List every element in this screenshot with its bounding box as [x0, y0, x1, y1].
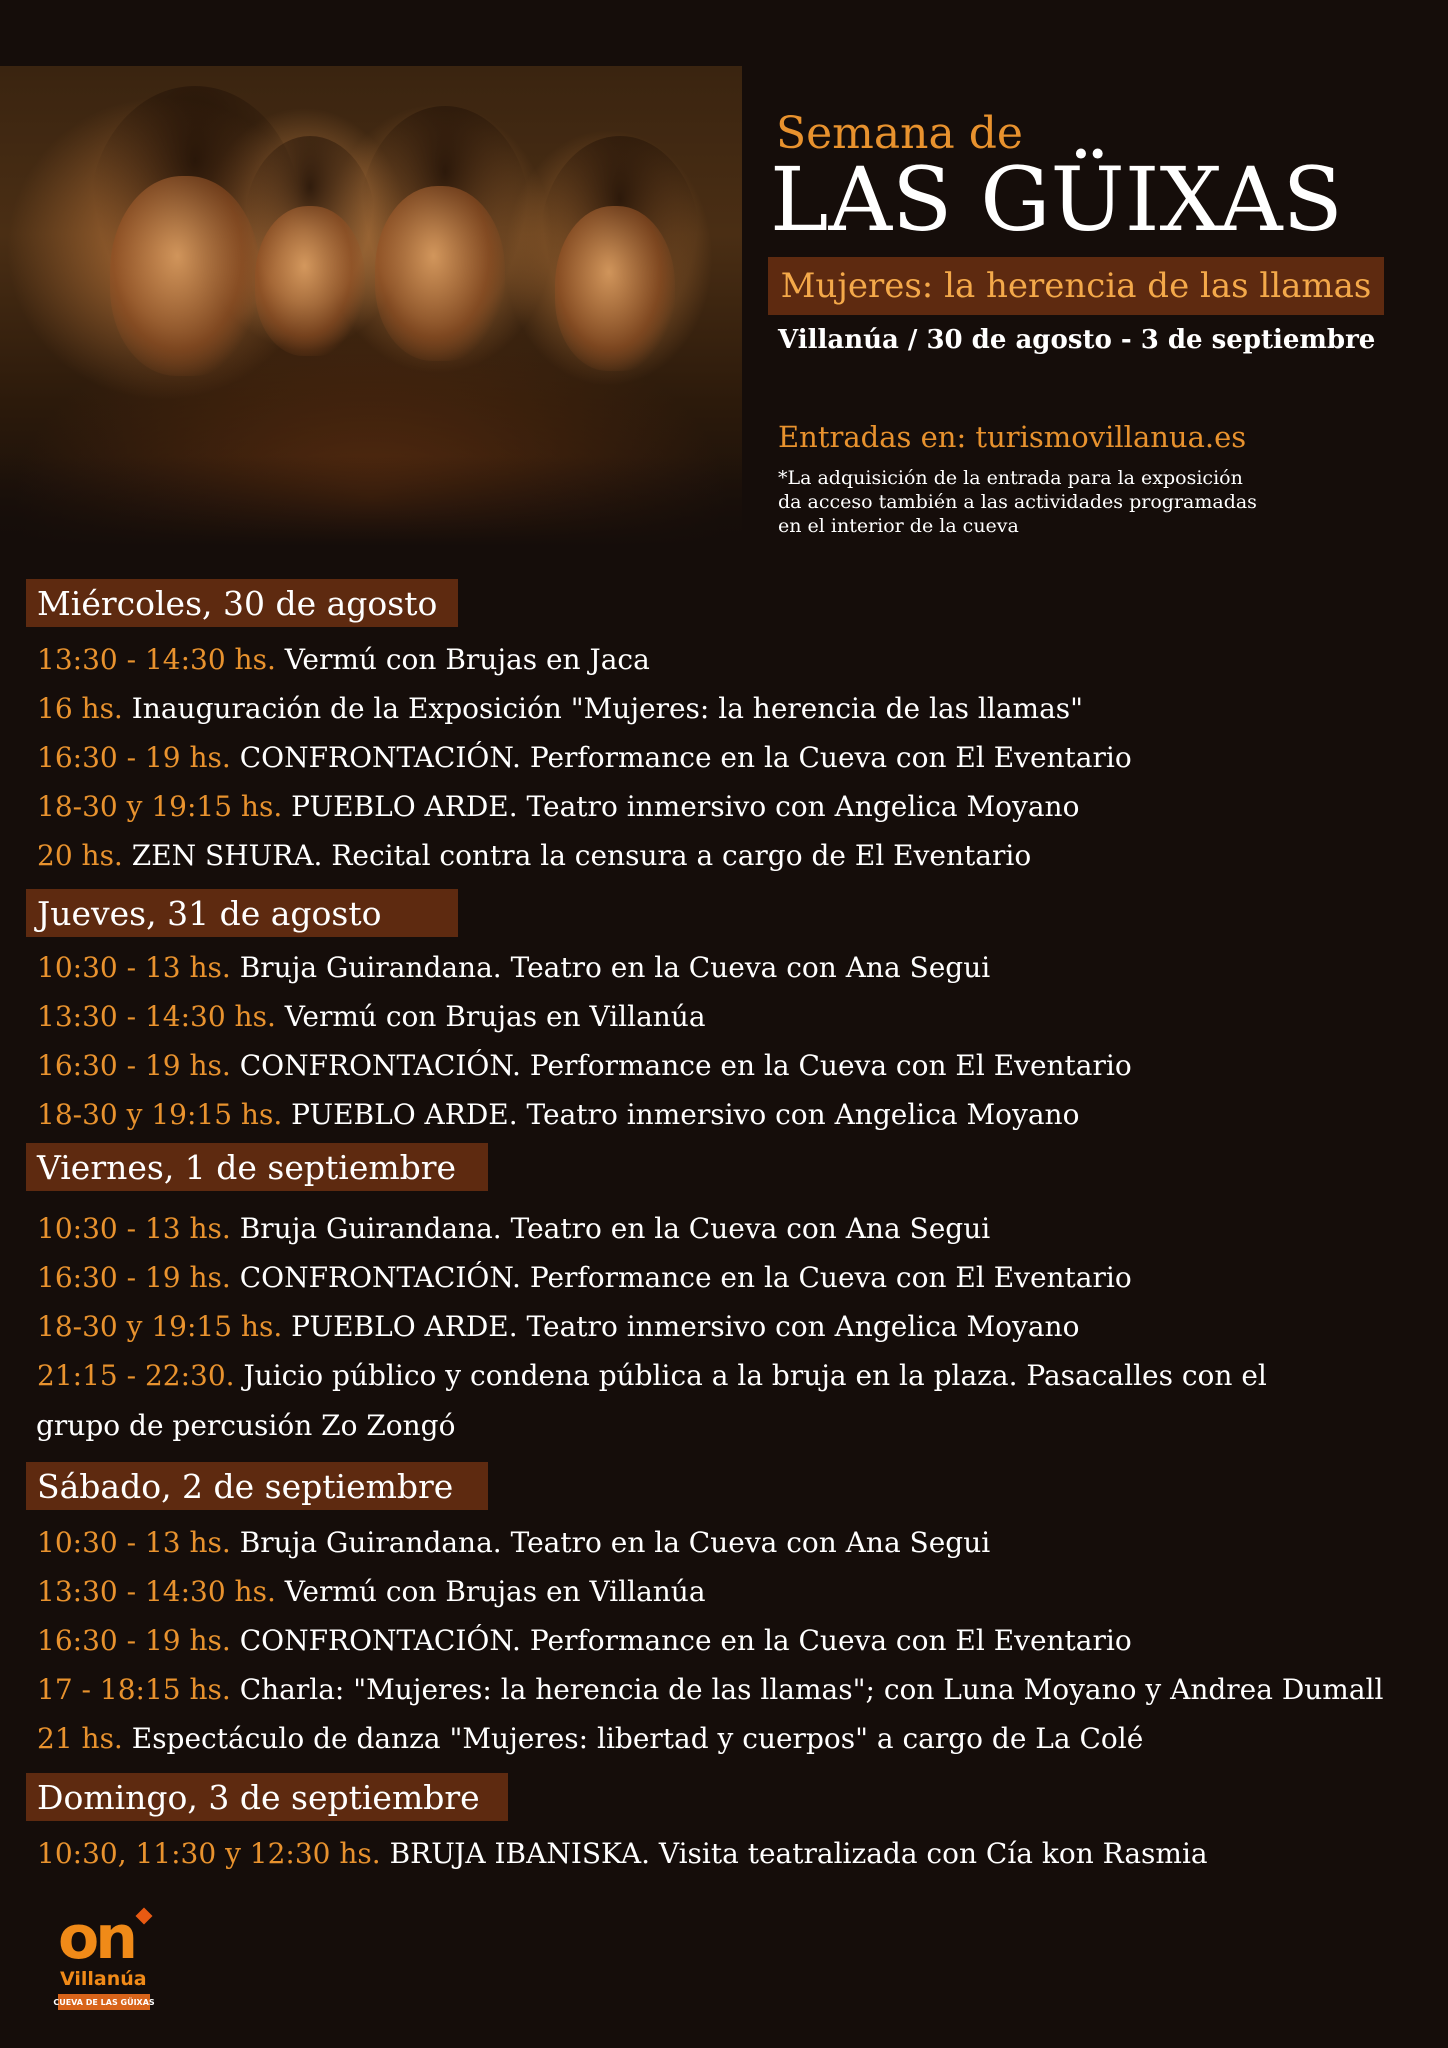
event-text: PUEBLO ARDE. Teatro inmersivo con Angelica Moyano — [291, 1098, 1080, 1131]
day-header — [26, 1462, 488, 1510]
event-item — [37, 692, 1083, 726]
event-text: PUEBLO ARDE. Teatro inmersivo con Angelica Moyano — [291, 1310, 1080, 1343]
flame-icon — [136, 1908, 153, 1925]
event-time: 18-30 y 19:15 hs. — [37, 1310, 283, 1343]
event-text: Vermú con Brujas en Villanúa — [284, 1575, 706, 1608]
event-time: 16:30 - 19 hs. — [37, 1624, 231, 1657]
event-item — [37, 1526, 990, 1560]
event-text: ZEN SHURA. Recital contra la censura a cargo de El Eventario — [131, 839, 1032, 872]
event-text: Bruja Guirandana. Teatro en la Cueva con Ana Segui — [239, 1526, 991, 1559]
event-text: PUEBLO ARDE. Teatro inmersivo con Angelica Moyano — [291, 790, 1080, 823]
event-text: Vermú con Brujas en Villanúa — [284, 1000, 706, 1033]
event-text: CONFRONTACIÓN. Performance en la Cueva con El Eventario — [239, 1624, 1132, 1657]
event-time: 16:30 - 19 hs. — [37, 1261, 231, 1294]
event-item — [37, 1212, 990, 1246]
day-label: Sábado, 2 de septiembre — [37, 1466, 454, 1506]
event-item — [37, 1673, 1383, 1707]
event-item — [37, 1310, 1079, 1344]
event-text: Vermú con Brujas en Jaca — [284, 643, 650, 676]
note-line: *La adquisición de la entrada para la exposición — [778, 467, 1243, 489]
day-header — [26, 579, 458, 627]
event-time: 10:30, 11:30 y 12:30 hs. — [37, 1837, 381, 1870]
event-time: 16:30 - 19 hs. — [37, 1049, 231, 1082]
event-item — [37, 1575, 706, 1609]
event-item — [37, 1049, 1132, 1083]
day-label: Domingo, 3 de septiembre — [37, 1777, 480, 1817]
logo-name: Villanúa — [60, 1968, 147, 1990]
day-label: Jueves, 31 de agosto — [37, 893, 382, 933]
event-item — [37, 790, 1079, 824]
event-time: 16 hs. — [37, 692, 123, 725]
event-item — [37, 643, 650, 677]
event-item — [37, 1722, 1143, 1756]
event-item — [37, 839, 1031, 873]
day-header — [26, 889, 458, 937]
ticket-note — [778, 466, 1298, 538]
event-time: 16:30 - 19 hs. — [37, 741, 231, 774]
event-time: 17 - 18:15 hs. — [37, 1673, 231, 1706]
event-item — [37, 1837, 1208, 1871]
logo-mark: on — [58, 1903, 134, 1973]
event-time: 10:30 - 13 hs. — [37, 1526, 231, 1559]
event-text: BRUJA IBANISKA. Visita teatralizada con Cía kon Rasmia — [389, 1837, 1208, 1870]
event-text-continuation: grupo de percusión Zo Zongó — [36, 1409, 456, 1442]
event-time: 18-30 y 19:15 hs. — [37, 790, 283, 823]
event-item — [37, 1359, 1267, 1443]
day-label: Viernes, 1 de septiembre — [37, 1147, 457, 1187]
villanua-logo — [52, 1903, 156, 2016]
event-time: 10:30 - 13 hs. — [37, 951, 231, 984]
logo-tagline: CUEVA DE LAS GÜIXAS — [58, 1994, 150, 2010]
place-dates: Villanúa / 30 de agosto - 3 de septiembre — [778, 325, 1376, 355]
event-item — [37, 1261, 1132, 1295]
subtitle-banner — [768, 257, 1384, 315]
event-time: 13:30 - 14:30 hs. — [37, 1000, 276, 1033]
event-time: 21 hs. — [37, 1722, 123, 1755]
event-time: 18-30 y 19:15 hs. — [37, 1098, 283, 1131]
tickets-link-text: Entradas en: turismovillanua.es — [778, 420, 1247, 454]
event-time: 21:15 - 22:30. — [37, 1359, 235, 1392]
hero-photo — [0, 66, 742, 546]
day-header — [26, 1773, 508, 1821]
event-text: Inauguración de la Exposición "Mujeres: la herencia de las llamas" — [131, 692, 1084, 725]
subtitle-text: Mujeres: la herencia de las llamas — [780, 266, 1372, 306]
event-text: CONFRONTACIÓN. Performance en la Cueva con El Eventario — [239, 741, 1132, 774]
event-text: Espectáculo de danza "Mujeres: libertad y cuerpos" a cargo de La Colé — [131, 1722, 1144, 1755]
event-item — [37, 1098, 1079, 1132]
event-text: Juicio público y condena pública a la bruja en la plaza. Pasacalles con el — [243, 1359, 1267, 1392]
event-text: Bruja Guirandana. Teatro en la Cueva con Ana Segui — [239, 951, 991, 984]
event-text: CONFRONTACIÓN. Performance en la Cueva con El Eventario — [239, 1261, 1132, 1294]
day-header — [26, 1143, 488, 1191]
event-time: 10:30 - 13 hs. — [37, 1212, 231, 1245]
main-title: LAS GÜIXAS — [770, 148, 1343, 251]
event-time: 13:30 - 14:30 hs. — [37, 643, 276, 676]
event-time: 20 hs. — [37, 839, 123, 872]
event-item — [37, 1000, 706, 1034]
event-time: 13:30 - 14:30 hs. — [37, 1575, 276, 1608]
note-line: en el interior de la cueva — [778, 515, 1019, 537]
day-label: Miércoles, 30 de agosto — [37, 583, 438, 623]
event-item — [37, 1624, 1132, 1658]
event-item — [37, 741, 1132, 775]
event-text: Bruja Guirandana. Teatro en la Cueva con Ana Segui — [239, 1212, 991, 1245]
note-line: da acceso también a las actividades programadas — [778, 491, 1257, 513]
event-text: Charla: "Mujeres: la herencia de las llamas"; con Luna Moyano y Andrea Dumall — [239, 1673, 1384, 1706]
event-text: CONFRONTACIÓN. Performance en la Cueva con El Eventario — [239, 1049, 1132, 1082]
event-item — [37, 951, 990, 985]
kicker-title: Semana de — [776, 108, 1023, 159]
